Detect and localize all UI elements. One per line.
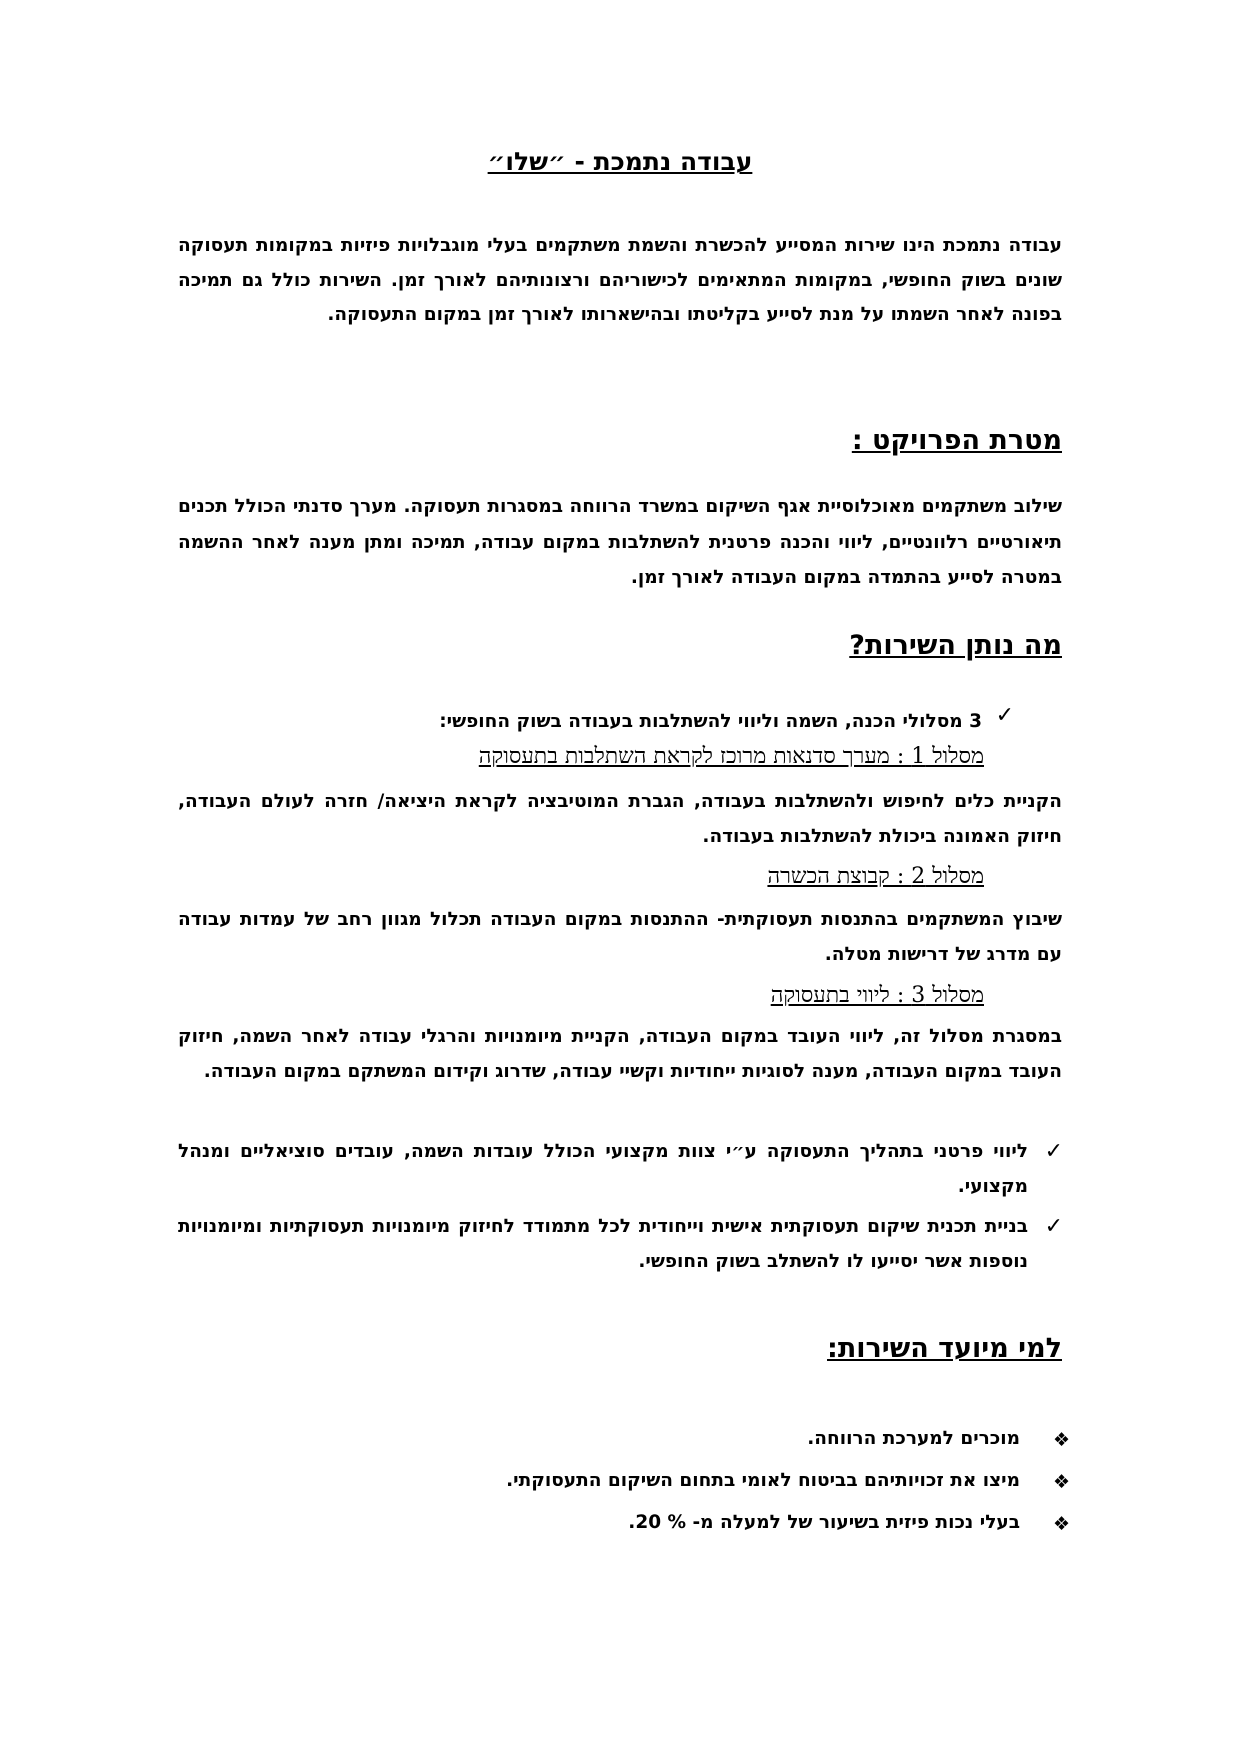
goal-heading: מטרת הפרויקט : [851, 425, 1062, 456]
service-heading: מה נותן השירות? [849, 630, 1062, 661]
check-icon: ✓ [995, 703, 1014, 728]
check-icon: ✓ [1044, 1214, 1063, 1239]
audience-item-text: בעלי נכות פיזית בשיעור של למעלה מ- % 20. [628, 1512, 1020, 1533]
audience-item [628, 1512, 1070, 1535]
track-2-title: מסלול 2 : קבוצת הכשרה [767, 864, 984, 889]
audience-item [506, 1470, 1070, 1493]
service-item-text: ליווי פרטני בתהליך התעסוקה ע״י צוות מקצועי הכולל עובדות השמה, עובדים סוציאליים ומנהל מקצועי. [178, 1141, 1028, 1197]
check-icon: ✓ [1044, 1139, 1063, 1164]
intro-paragraph: עבודה נתמכת הינו שירות המסייע להכשרת והשמת משתקמים בעלי מוגבלויות פיזיות במקומות תעסוקה שונים בשוק החופשי, במקומות המתאימים לכישוריהם ורצונותיהם לאורך זמן. השירות כולל גם תמיכה בפונה לאחר השמתו על מנת לסייע בקליטתו ובהישארותו לאורך זמן במקום התעסוקה. [178, 235, 1062, 325]
diamond-bullet-icon: ❖ [1052, 1513, 1070, 1535]
service-item [178, 1216, 1062, 1285]
track-3-title: מסלול 3 : ליווי בתעסוקה [770, 983, 984, 1008]
track-1-title: מסלול 1 : מערך סדנאות מרוכז לקראת השתלבות בתעסוקה [478, 744, 984, 769]
page-title: עבודה נתמכת - ״שלו״ [487, 147, 753, 176]
audience-item-text: מיצו את זכויותיהם בביטוח לאומי בתחום השיקום התעסוקתי. [506, 1470, 1020, 1491]
track-3-text: במסגרת מסלול זה, ליווי העובד במקום העבודה, הקניית מיומנויות והרגלי עבודה לאחר השמה, חיזוק העובד במקום העבודה, מענה לסוגיות ייחודיות וקשיי עבודה, שדרוג וקידום המשתקם במקום העבודה. [178, 1026, 1062, 1082]
diamond-bullet-icon: ❖ [1052, 1429, 1070, 1451]
audience-item-text: מוכרים למערכת הרווחה. [807, 1428, 1020, 1449]
service-item [178, 1141, 1062, 1210]
service-item-text: בניית תכנית שיקום תעסוקתית אישית וייחודית לכל מתמודד לחיזוק מיומנויות תעסוקתיות ומיומנויות נוספות אשר יסייעו לו להשתלב בשוק החופשי. [178, 1216, 1028, 1272]
track-2-text: שיבוץ המשתקמים בהתנסות תעסוקתית- ההתנסות במקום העבודה תכלול מגוון רחב של עמדות עבודה עם מדרג של דרישות מטלה. [178, 909, 1062, 965]
service-item [282, 703, 1014, 740]
track-1-text: הקניית כלים לחיפוש ולהשתלבות בעבודה, הגברת המוטיבציה לקראת היציאה/ חזרה לעולם העבודה, חיזוק האמונה ביכולת להשתלבות בעבודה. [178, 791, 1062, 847]
audience-item [807, 1428, 1070, 1451]
audience-heading: למי מיועד השירות: [827, 1333, 1062, 1364]
service-item-text: 3 מסלולי הכנה, השמה וליווי להשתלבות בעבודה בשוק החופשי: [439, 711, 982, 732]
goal-paragraph: שילוב משתקמים מאוכלוסיית אגף השיקום במשרד הרווחה במסגרות תעסוקה. מערך סדנתי הכולל תכנים תיאורטיים רלוונטיים, ליווי והכנה פרטנית להשתלבות במקום עבודה, תמיכה ומתן מענה לאחר ההשמה במטרה לסייע בהתמדה במקום העבודה לאורך זמן. [178, 496, 1062, 588]
diamond-bullet-icon: ❖ [1052, 1471, 1070, 1493]
